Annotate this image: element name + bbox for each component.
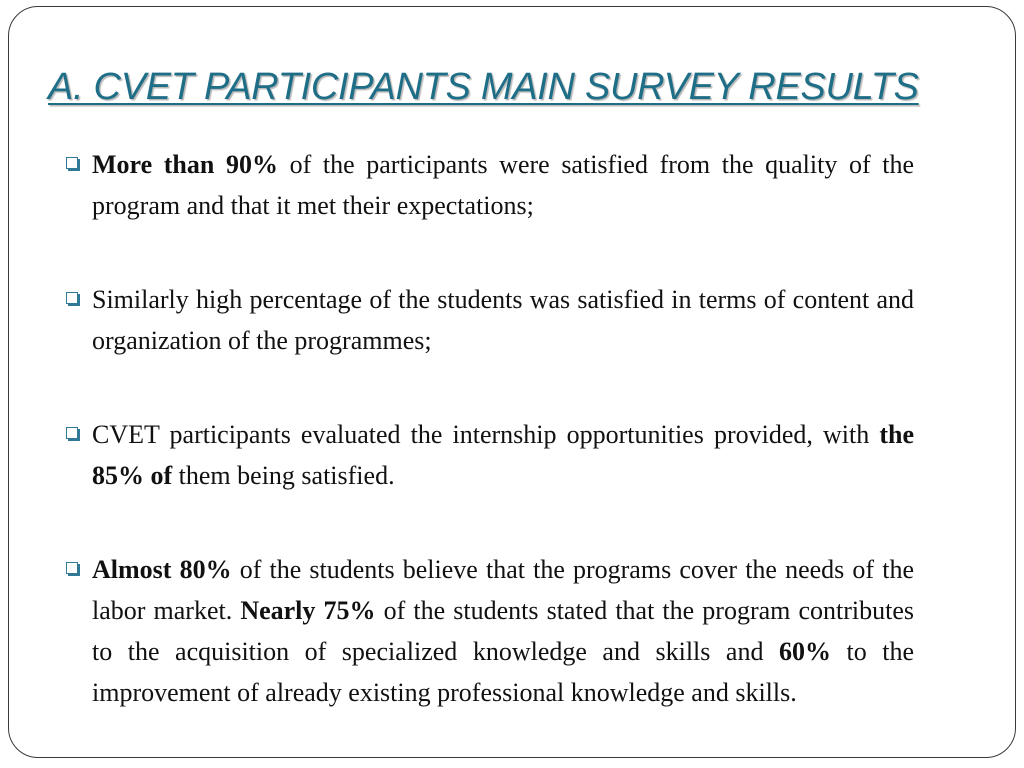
bullet-3-highlight: the 85% of xyxy=(92,420,914,490)
bullet-list xyxy=(64,144,914,713)
square-checkbox-icon xyxy=(66,562,78,574)
square-checkbox-icon xyxy=(66,157,78,169)
bullet-4-text-b: of the students stated that the program contributes to the acquisition of specialized knowledge and skills and xyxy=(92,596,914,666)
bullet-1-highlight: More than 90% xyxy=(92,150,278,179)
bullet-item-2 xyxy=(64,279,914,361)
slide-title: A. CVET PARTICIPANTS MAIN SURVEY RESULTS xyxy=(48,66,919,108)
square-checkbox-icon xyxy=(66,427,78,439)
bullet-item-4 xyxy=(64,549,914,713)
square-checkbox-icon xyxy=(66,292,78,304)
bullet-1-text: of the participants were satisfied from the quality of the program and that it met their expectations; xyxy=(92,150,915,220)
bullet-4-highlight-b: Nearly 75% xyxy=(240,596,376,625)
bullet-4-text-a: of the students believe that the programs cover the needs of the labor market. xyxy=(92,555,914,625)
bullet-4-highlight-a: Almost 80% xyxy=(92,555,232,584)
bullet-2-text: Similarly high percentage of the students was satisfied in terms of content and organization of the programmes; xyxy=(92,285,914,355)
bullet-item-1 xyxy=(64,144,914,226)
bullet-3-text-b: them being satisfied. xyxy=(172,461,395,490)
bullet-item-3 xyxy=(64,414,914,496)
bullet-3-text-a: CVET participants evaluated the internship opportunities provided, with xyxy=(92,420,880,449)
bullet-4-text-c: to the improvement of already existing professional knowledge and skills. xyxy=(92,637,914,707)
bullet-4-highlight-c: 60% xyxy=(778,637,831,666)
